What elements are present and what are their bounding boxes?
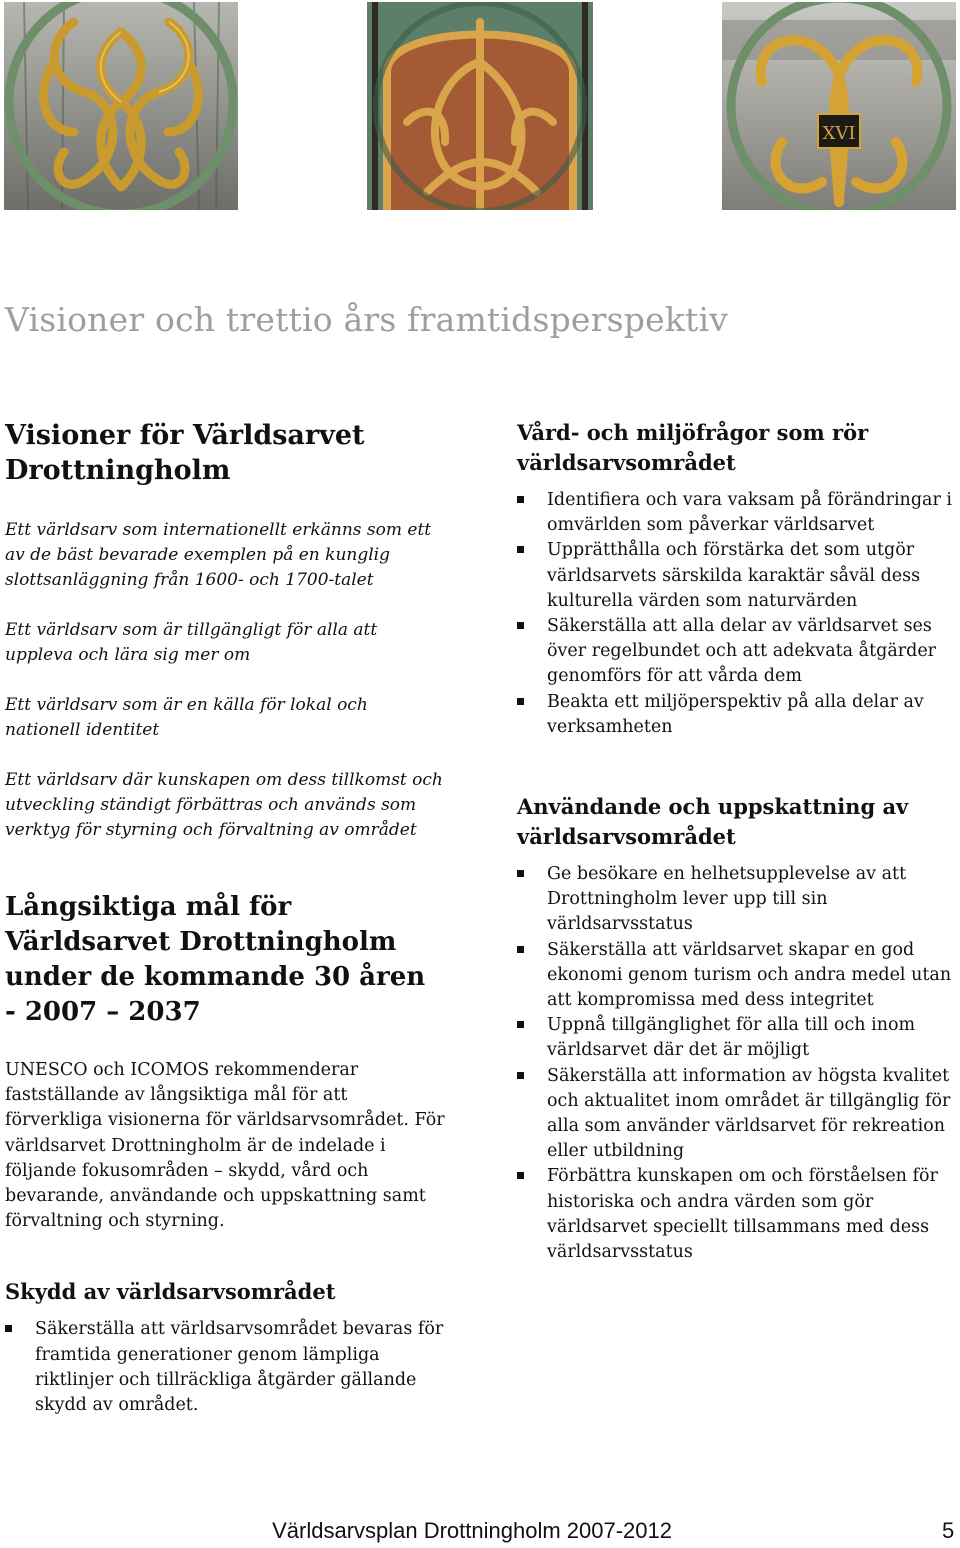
vision-statement: Ett världsarv som är tillgängligt för alla att uppleva och lära sig mer om: [5, 620, 378, 665]
usage-heading: Användande och uppskattning av världsarvsområdet: [517, 794, 909, 850]
care-list: [517, 488, 957, 740]
list-item: [517, 862, 957, 938]
monogram-illustration: [367, 2, 593, 210]
list-item-text: Säkerställa att världsarvsområdet bevaras för framtida generationer genom lämpliga riktlinjer och tillräckliga åtgärder gällande skydd av området.: [35, 1319, 444, 1416]
protection-list: [5, 1317, 445, 1418]
bullet-square-icon: [517, 1172, 524, 1179]
left-column: [5, 418, 445, 1418]
vision-statement: Ett världsarv som är en källa för lokal och nationell identitet: [5, 695, 368, 740]
bullet-square-icon: [517, 496, 524, 503]
page-number: 5: [942, 1518, 955, 1543]
list-item-text: Förbättra kunskapen om och förståelsen för historiska och andra värden som gör världsarvet speciellt tillsammans med dess världsarvsstatus: [547, 1166, 938, 1263]
list-item-text: Uppnå tillgänglighet för alla till och inom världsarvet där det är möjligt: [547, 1015, 916, 1061]
vision-heading: Visioner för Världsarvet Drottningholm: [5, 420, 365, 486]
vision-statement: Ett världsarv där kunskapen om dess tillkomst och utveckling ständigt förbättras och används som verktyg för styrning och förvaltning av området: [5, 770, 443, 840]
protection-heading: Skydd av världsarvsområdet: [5, 1279, 336, 1305]
bullet-square-icon: [517, 870, 524, 877]
monogram-illustration: [722, 2, 956, 210]
bullet-square-icon: [5, 1325, 12, 1332]
list-item: [517, 538, 957, 614]
goals-paragraph: UNESCO och ICOMOS rekommenderar fastställande av långsiktiga mål för att förverkliga visionerna för världsarvsområdet. För världsarvet Drottningholm är de indelade i följande fokusområden – skydd, vård och bevarande, användande och uppskattning samt förvaltning och styrning.: [5, 1060, 445, 1232]
bullet-square-icon: [517, 946, 524, 953]
goals-heading: Långsiktiga mål för Världsarvet Drottningholm under de kommande 30 åren - 2007 – 2037: [5, 892, 426, 1027]
list-item: [517, 938, 957, 1014]
gate-monogram-photo-1: [4, 2, 238, 210]
right-column: [517, 418, 957, 1265]
list-item-text: Beakta ett miljöperspektiv på alla delar av verksamheten: [547, 691, 924, 737]
vision-list: [5, 518, 445, 843]
bullet-square-icon: [517, 622, 524, 629]
list-item: [517, 690, 957, 740]
list-item-text: Ge besökare en helhetsupplevelse av att Drottningholm lever upp till sin världsarvsstatus: [547, 864, 907, 935]
bullet-square-icon: [517, 1021, 524, 1028]
monogram-numeral: XVI: [822, 123, 856, 144]
monogram-illustration: [4, 2, 238, 210]
gate-monogram-photo-3: [722, 2, 956, 210]
list-item: [517, 1013, 957, 1063]
gate-monogram-photo-2: [367, 2, 593, 210]
vision-statement: Ett världsarv som internationellt erkänns som ett av de bäst bevarade exemplen på en kunglig slottsanläggning från 1600- och 1700-talet: [5, 520, 432, 590]
list-item-text: Identifiera och vara vaksam på förändringar i omvärlden som påverkar världsarvet: [547, 490, 952, 536]
bullet-square-icon: [517, 698, 524, 705]
list-item-text: Säkerställa att världsarvet skapar en god ekonomi genom turism och andra medel utan att kompromissa med dess integritet: [547, 939, 952, 1011]
list-item-text: Säkerställa att alla delar av världsarvet ses över regelbundet och att adekvata åtgärder genomförs för att vårda dem: [547, 616, 937, 687]
list-item-text: Säkerställa att information av högsta kvalitet och aktualitet inom området är tillgänglig för alla som använder världsarvet för rekreation eller utbildning: [547, 1065, 951, 1162]
usage-list: [517, 862, 957, 1265]
page-title: Visioner och trettio års framtidsperspektiv: [5, 300, 729, 339]
bullet-square-icon: [517, 1072, 524, 1079]
list-item: [5, 1317, 445, 1418]
care-heading: Vård- och miljöfrågor som rör världsarvsområdet: [517, 420, 869, 475]
footer-title: Världsarvsplan Drottningholm 2007-2012: [272, 1518, 672, 1543]
list-item: [517, 1064, 957, 1165]
list-item: [517, 614, 957, 690]
list-item: [517, 488, 957, 538]
bullet-square-icon: [517, 546, 524, 553]
list-item: [517, 1164, 957, 1265]
list-item-text: Upprätthålla och förstärka det som utgör världsarvets särskilda karaktär såväl dess kulturella värden som naturvärden: [547, 540, 921, 611]
